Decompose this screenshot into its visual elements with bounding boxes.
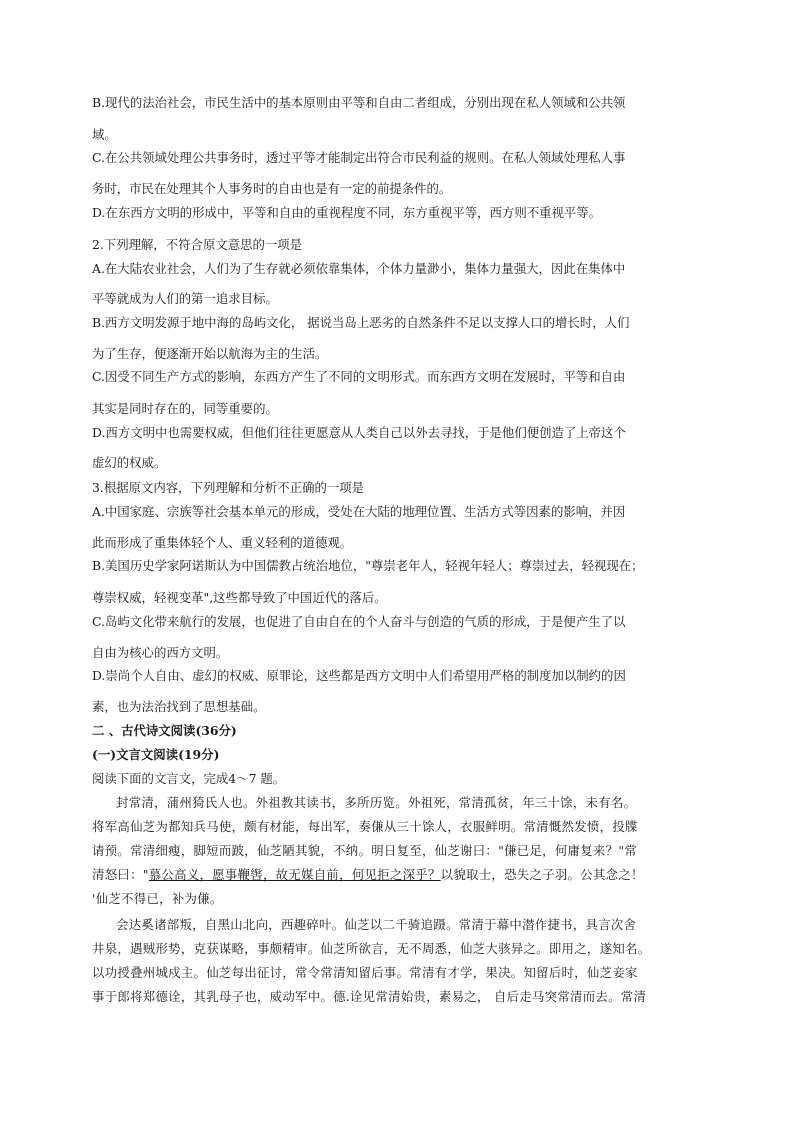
q1-option-d-line1: D.在东西方文明的形成中，平等和自由的重视程度不同，东方重视平等，西方则不重视平等。: [92, 205, 602, 220]
passage-p1-line3: 请预。常清细瘦，脚短而跛，仙芝陋其貌，不纳。明日复至，仙芝谢曰："傔已足，何庸复来？"常: [92, 843, 638, 858]
q2-option-d-line2: 虚幻的权威。: [92, 455, 167, 470]
passage-p1-line4: [92, 867, 712, 883]
q2-option-a-line2: 平等就成为人们的第一追求目标。: [92, 291, 278, 306]
q2-option-d-line1: D.西方文明中也需要权威，但他们往往更愿意从人类自己以外去寻找，于是他们便创造了上帝这个: [92, 425, 626, 440]
reading-instruction: 阅读下面的文言文，完成4～7 题。: [92, 771, 286, 786]
underlined-sentence: 慕公高义，愿事鞭辔，故无媒自前，何见拒之深乎？: [148, 867, 441, 882]
q3-option-b-line1: B.美国历史学家阿诺斯认为中国儒教占统治地位，"尊崇老年人，轻视年轻人；尊崇过去，轻视现在；: [92, 558, 644, 573]
q3-option-d-line2: 素，也为法治找到了思想基础。: [92, 699, 266, 714]
q3-option-a-line2: 此而形成了重集体轻个人、重义轻利的道德观。: [92, 535, 353, 550]
q3-option-c-line2: 自由为核心的西方文明。: [92, 645, 229, 660]
passage-p2-line1: 会达奚诸部叛，自黑山北向，西趣碎叶。仙芝以二千骑追蹑。常清于幕中潜作捷书，具言次舍: [116, 917, 637, 932]
subsection-heading: (一)文言文阅读(19分): [92, 747, 220, 762]
q2-option-b-line1: B.西方文明发源于地中海的岛屿文化， 据说当岛上恶劣的自然条件不足以支撑人口的增长时，人们: [92, 315, 630, 330]
q1-option-c-line1: C.在公共领域处理公共事务时，透过平等才能制定出符合市民利益的规则。在私人领域处理私人事: [92, 150, 626, 165]
q3-stem: 3.根据原文内容，下列理解和分析不正确的一项是: [92, 480, 365, 495]
q1-option-c-line2: 务时，市民在处理其个人事务时的自由也是有一定的前提条件的。: [92, 181, 452, 196]
q1-option-b-line2: 域。: [92, 127, 117, 142]
q1-option-b-line1: B.现代的法治社会，市民生活中的基本原则由平等和自由二者组成，分别出现在私人领域和公共领: [92, 95, 626, 110]
passage-p2-line4: 事于郎将郑德诠，其乳母子也，威动军中。德.诠见常清始贵，素易之， 自后走马突常清而去。常清: [92, 989, 647, 1004]
q3-option-d-line1: D.崇尚个人自由、虚幻的权威、原罪论，这些都是西方文明中人们希望用严格的制度加以制约的因: [92, 668, 626, 683]
q3-option-c-line1: C.岛屿文化带来航行的发展，也促进了自由自在的个人奋斗与创造的气质的形成，于是便产生了以: [92, 614, 626, 629]
passage-p2-line2: 井泉，遇贼形势，克获谋略，事颇精审。仙芝所欲言，无不周悉，仙芝大骇异之。即用之，遂知名。: [92, 941, 651, 956]
q2-option-c-line2: 其实是同时存在的，同等重要的。: [92, 401, 278, 416]
section-heading: 二 、古代诗文阅读(36分): [92, 723, 237, 738]
q2-option-b-line2: 为了生存，便逐渐开始以航海为主的生活。: [92, 346, 328, 361]
passage-p1-line1: 封常清，蒲州猗氏人也。外祖教其读书，多所历览。外祖死，常清孤贫，年三十馀，未有名。: [116, 795, 637, 810]
q3-option-b-line2: 尊崇权威，轻视变革",这些都导致了中国近代的落后。: [92, 590, 387, 605]
q3-option-a-line1: A.中国家庭、宗族等社会基本单元的形成，受处在大陆的地理位置、生活方式等因素的影响，并因: [92, 504, 626, 519]
passage-p2-line3: 以功授叠州城戍主。仙芝每出征讨，常令常清知留后事。常清有才学，果决。知留后时，仙芝妾家: [92, 965, 638, 980]
q2-stem: 2.下列理解，不符合原文意思的一项是: [92, 237, 303, 252]
q2-option-c-line1: C.因受不同生产方式的影响，东西方产生了不同的文明形式。而东西方文明在发展时，平等和自由: [92, 369, 626, 384]
passage-p1-line4-pre: 清怒曰：": [92, 867, 149, 882]
q2-option-a-line1: A.在大陆农业社会，人们为了生存就必须依靠集体，个体力量渺小，集体力量强大，因此在集体中: [92, 261, 626, 276]
passage-p1-line5: '仙芝不得已，补为傔。: [92, 891, 223, 906]
passage-p1-line4-post: 以貌取士，恐失之子羽。公其念之！: [440, 867, 644, 882]
passage-p1-line2: 将军高仙芝为都知兵马使，颇有材能，每出军，奏傔从三十馀人，衣服鲜明。常清慨然发愤，投牒: [92, 819, 638, 834]
